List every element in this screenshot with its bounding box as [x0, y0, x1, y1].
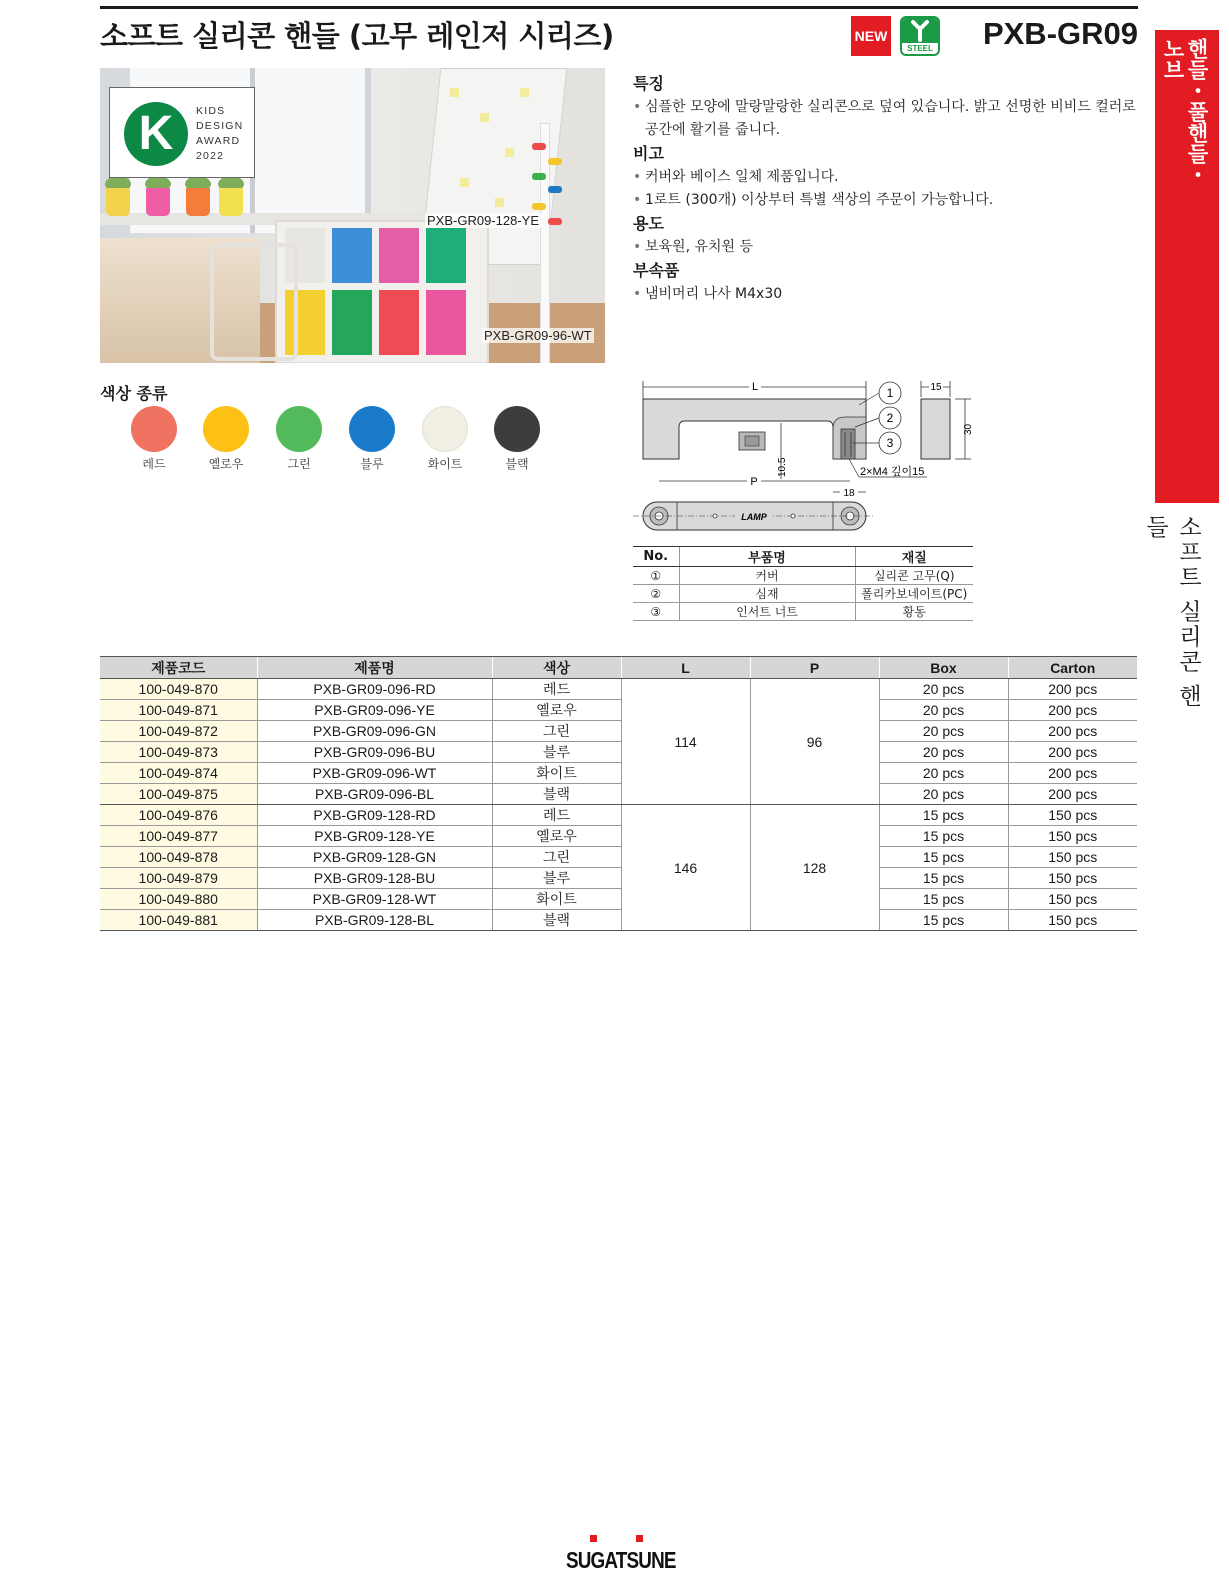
features-heading: 특징 — [633, 74, 664, 93]
dim-p-label: P — [750, 476, 758, 488]
technical-drawing — [633, 377, 983, 542]
usage-item: • 보육원, 유치원 등 — [633, 236, 1138, 259]
parts-header: 재질 — [855, 547, 973, 567]
carton-qty-cell: 200 pcs — [1008, 679, 1137, 700]
carton-qty-cell: 150 pcs — [1008, 910, 1137, 931]
table-row — [100, 847, 1137, 868]
award-k-icon: K — [124, 102, 188, 166]
color-swatch — [276, 406, 322, 452]
carton-qty-cell: 150 pcs — [1008, 868, 1137, 889]
color-swatch-label: 그린 — [287, 457, 311, 471]
product-name-cell: PXB-GR09-128-GN — [257, 847, 492, 868]
logo-text: SUGATSUNE — [566, 1547, 676, 1573]
carton-qty-cell: 200 pcs — [1008, 721, 1137, 742]
product-name-cell: PXB-GR09-096-GN — [257, 721, 492, 742]
product-code-cell: 100-049-878 — [100, 847, 257, 868]
column-header: Carton — [1008, 657, 1137, 679]
box-qty-cell: 20 pcs — [879, 721, 1008, 742]
parts-cell: 심재 — [679, 585, 855, 603]
table-row — [100, 679, 1137, 700]
award-line: AWARD — [196, 135, 241, 147]
column-header: P — [750, 657, 879, 679]
pitch-cell: 96 — [750, 679, 879, 805]
steel-label: STEEL — [907, 44, 933, 53]
carton-qty-cell: 150 pcs — [1008, 826, 1137, 847]
parts-header: 부품명 — [679, 547, 855, 567]
product-name-cell: PXB-GR09-128-RD — [257, 805, 492, 826]
pitch-cell: 128 — [750, 805, 879, 931]
column-header: 색상 — [492, 657, 621, 679]
table-row — [100, 868, 1137, 889]
dim-15-label: 15 — [930, 382, 942, 393]
carton-qty-cell: 150 pcs — [1008, 847, 1137, 868]
new-badge: NEW — [851, 16, 891, 56]
product-code-cell: 100-049-875 — [100, 784, 257, 805]
product-name-cell: PXB-GR09-096-BU — [257, 742, 492, 763]
color-swatch-label: 블랙 — [505, 457, 529, 471]
product-code-cell: 100-049-879 — [100, 868, 257, 889]
feature-item: • 심플한 모양에 말랑말랑한 실리콘으로 덮여 있습니다. 밝고 선명한 비비드 컬러로 공간에 활기를 줍니다. — [633, 96, 1138, 142]
header-rule — [100, 6, 1138, 9]
box-qty-cell: 20 pcs — [879, 700, 1008, 721]
box-qty-cell: 15 pcs — [879, 847, 1008, 868]
box-qty-cell: 15 pcs — [879, 826, 1008, 847]
product-color-cell: 그린 — [492, 721, 621, 742]
callout-2-label: 2 — [886, 411, 894, 425]
box-qty-cell: 15 pcs — [879, 889, 1008, 910]
carton-qty-cell: 200 pcs — [1008, 784, 1137, 805]
accessory-item: • 냄비머리 나사 M4x30 — [633, 283, 1138, 306]
features-section — [633, 72, 1138, 306]
lamp-logo: LAMP — [741, 512, 767, 522]
product-color-cell: 레드 — [492, 679, 621, 700]
product-code-cell: 100-049-876 — [100, 805, 257, 826]
steel-screw-icon — [902, 18, 938, 43]
dim-30-label: 30 — [963, 423, 974, 435]
product-color-cell: 화이트 — [492, 889, 621, 910]
note-item: • 커버와 베이스 일체 제품입니다. — [633, 166, 1138, 189]
sugatsune-logo — [566, 1535, 676, 1580]
parts-cell: 커버 — [679, 567, 855, 585]
product-name-cell: PXB-GR09-096-WT — [257, 763, 492, 784]
parts-row — [633, 585, 973, 603]
model-code: PXB-GR09 — [982, 16, 1138, 51]
product-code-cell: 100-049-877 — [100, 826, 257, 847]
table-row — [100, 805, 1137, 826]
product-color-cell: 옐로우 — [492, 700, 621, 721]
product-code-cell: 100-049-872 — [100, 721, 257, 742]
colors-title: 색상 종류 — [100, 384, 168, 403]
page-title: 소프트 실리콘 핸들 (고무 레인저 시리즈) — [100, 19, 614, 53]
color-swatch — [422, 406, 468, 452]
table-row — [100, 742, 1137, 763]
product-code-cell: 100-049-871 — [100, 700, 257, 721]
product-color-cell: 블루 — [492, 742, 621, 763]
parts-cell: 인서트 너트 — [679, 603, 855, 621]
handle-end-view — [921, 399, 950, 459]
award-line: DESIGN — [196, 120, 244, 132]
award-line: 2022 — [196, 150, 225, 162]
product-code-cell: 100-049-881 — [100, 910, 257, 931]
color-swatch-label: 화이트 — [427, 457, 463, 471]
chair-illustration — [210, 243, 298, 361]
carton-qty-cell: 150 pcs — [1008, 805, 1137, 826]
product-color-cell: 레드 — [492, 805, 621, 826]
color-swatch — [349, 406, 395, 452]
parts-row — [633, 603, 973, 621]
parts-cell: 황동 — [855, 603, 973, 621]
color-swatch-label: 옐로우 — [208, 457, 244, 471]
column-header: 제품명 — [257, 657, 492, 679]
photo-label-ye: PXB-GR09-128-YE — [427, 213, 539, 228]
product-name-cell: PXB-GR09-096-BL — [257, 784, 492, 805]
parts-table — [633, 546, 973, 621]
color-swatch-label: 레드 — [142, 457, 166, 471]
box-qty-cell: 20 pcs — [879, 679, 1008, 700]
product-name-cell: PXB-GR09-128-BU — [257, 868, 492, 889]
product-color-cell: 블루 — [492, 868, 621, 889]
box-qty-cell: 15 pcs — [879, 910, 1008, 931]
note-item: • 1로트 (300개) 이상부터 특별 색상의 주문이 가능합니다. — [633, 189, 1138, 212]
table-row — [100, 763, 1137, 784]
box-qty-cell: 20 pcs — [879, 763, 1008, 784]
product-name-cell: PXB-GR09-096-RD — [257, 679, 492, 700]
accessories-heading: 부속품 — [633, 261, 680, 280]
product-color-cell: 그린 — [492, 847, 621, 868]
product-name-cell: PXB-GR09-096-YE — [257, 700, 492, 721]
callout-1-label: 1 — [886, 386, 894, 400]
box-qty-cell: 15 pcs — [879, 805, 1008, 826]
color-swatch-label: 블루 — [360, 457, 384, 471]
carton-qty-cell: 150 pcs — [1008, 889, 1137, 910]
dim-18-label: 18 — [843, 488, 855, 499]
parts-cell: ③ — [633, 603, 679, 621]
carton-qty-cell: 200 pcs — [1008, 763, 1137, 784]
parts-header: No. — [633, 547, 679, 567]
box-qty-cell: 20 pcs — [879, 742, 1008, 763]
screw-note: 2×M4 깊이15 — [860, 466, 925, 478]
steel-badge — [900, 16, 940, 56]
table-row — [100, 721, 1137, 742]
box-qty-cell: 20 pcs — [879, 784, 1008, 805]
carton-qty-cell: 200 pcs — [1008, 742, 1137, 763]
length-cell: 146 — [621, 805, 750, 931]
product-color-cell: 블랙 — [492, 784, 621, 805]
product-code-cell: 100-049-880 — [100, 889, 257, 910]
award-line: KIDS — [196, 105, 226, 117]
product-name-cell: PXB-GR09-128-YE — [257, 826, 492, 847]
parts-row — [633, 567, 973, 585]
parts-cell: ① — [633, 567, 679, 585]
photo-label-wt: PXB-GR09-96-WT — [484, 328, 592, 343]
product-name-cell: PXB-GR09-128-WT — [257, 889, 492, 910]
category-label: 핸들・풀핸들・노브 — [1161, 38, 1209, 185]
product-color-cell: 블랙 — [492, 910, 621, 931]
table-row — [100, 889, 1137, 910]
length-cell: 114 — [621, 679, 750, 805]
kids-design-award-logo — [109, 87, 255, 178]
callout-3-label: 3 — [886, 436, 894, 450]
column-header: Box — [879, 657, 1008, 679]
product-photo — [100, 68, 605, 363]
product-code-cell: 100-049-873 — [100, 742, 257, 763]
table-row — [100, 700, 1137, 721]
color-swatch — [203, 406, 249, 452]
product-table — [100, 656, 1137, 931]
table-row — [100, 910, 1137, 931]
usage-heading: 용도 — [633, 214, 664, 233]
parts-cell: 폴리카보네이트(PC) — [855, 585, 973, 603]
dim-l-label: L — [751, 381, 759, 393]
product-code-cell: 100-049-870 — [100, 679, 257, 700]
table-row — [100, 784, 1137, 805]
side-product-name: 소프트 실리콘 핸들 — [1142, 515, 1201, 709]
notes-heading: 비고 — [633, 144, 664, 163]
column-header: 제품코드 — [100, 657, 257, 679]
parts-cell: ② — [633, 585, 679, 603]
color-swatch — [131, 406, 177, 452]
product-color-cell: 화이트 — [492, 763, 621, 784]
box-qty-cell: 15 pcs — [879, 868, 1008, 889]
table-row — [100, 826, 1137, 847]
carton-qty-cell: 200 pcs — [1008, 700, 1137, 721]
product-code-cell: 100-049-874 — [100, 763, 257, 784]
product-color-cell: 옐로우 — [492, 826, 621, 847]
dim-105-label: 10.5 — [777, 457, 788, 477]
column-header: L — [621, 657, 750, 679]
color-swatch — [494, 406, 540, 452]
product-name-cell: PXB-GR09-128-BL — [257, 910, 492, 931]
parts-cell: 실리콘 고무(Q) — [855, 567, 973, 585]
